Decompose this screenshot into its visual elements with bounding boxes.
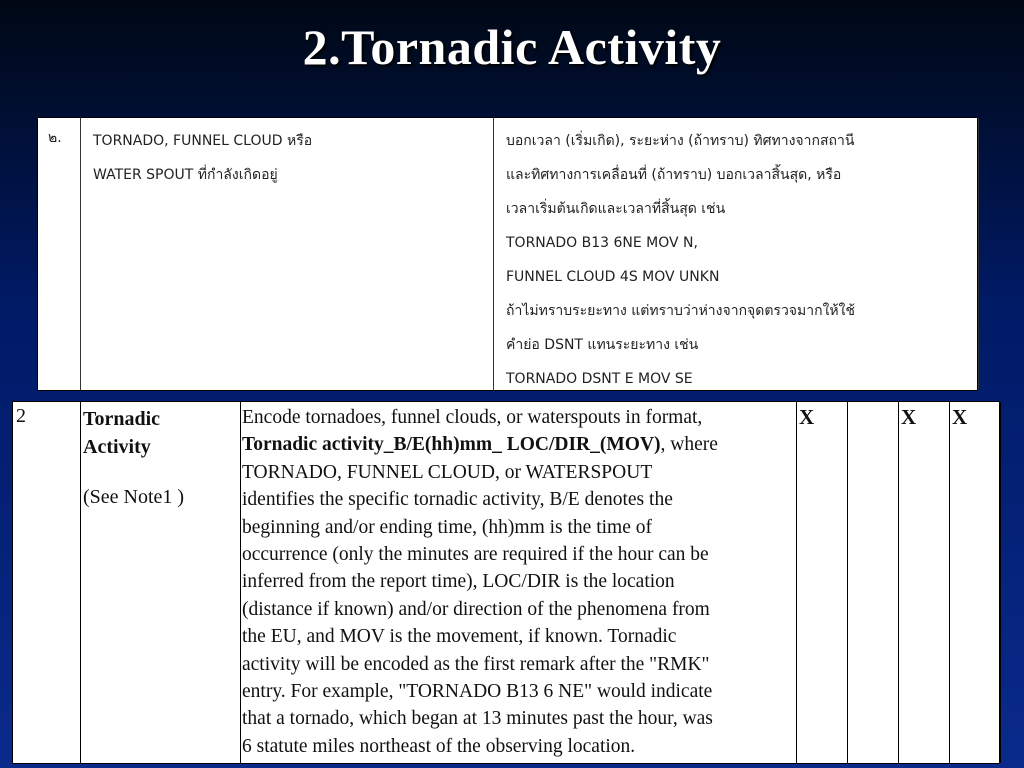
thai-description-cell bbox=[494, 118, 979, 390]
x-mark: X bbox=[901, 405, 917, 429]
mark-cell-1 bbox=[797, 402, 848, 763]
thai-desc-line: และทิศทางการเคลื่อนที่ (ถ้าทราบ) บอกเวลาสิ้นสุด, หรือ bbox=[506, 167, 842, 183]
desc-line: occurrence (only the minutes are required if the hour can be bbox=[242, 544, 709, 566]
desc-line: (distance if known) and/or direction of the phenomena from bbox=[242, 598, 710, 620]
desc-line: the EU, and MOV is the movement, if known. Tornadic bbox=[242, 626, 677, 648]
thai-desc-line: บอกเวลา (เริ่มเกิด), ระยะห่าง (ถ้าทราบ) ทิศทางจากสถานี bbox=[506, 133, 855, 149]
english-item-number: 2 bbox=[13, 402, 81, 763]
english-description-cell bbox=[241, 402, 797, 763]
english-element-cell bbox=[81, 402, 241, 763]
format-suffix: , where bbox=[660, 434, 718, 456]
slide-title: 2.Tornadic Activity bbox=[302, 19, 722, 75]
desc-line: entry. For example, "TORNADO B13 6 NE" would indicate bbox=[242, 681, 713, 703]
desc-line: TORNADO, FUNNEL CLOUD, or WATERSPOUT bbox=[242, 461, 653, 483]
thai-element-line: TORNADO, FUNNEL CLOUD หรือ bbox=[93, 133, 313, 149]
thai-desc-line: TORNADO B13 6NE MOV N, bbox=[506, 235, 698, 251]
thai-desc-line: FUNNEL CLOUD 4S MOV UNKN bbox=[506, 269, 720, 285]
desc-line: 6 statute miles northeast of the observing location. bbox=[242, 735, 636, 757]
mark-cell-4 bbox=[950, 402, 1001, 763]
thai-desc-line: ถ้าไม่ทราบระยะทาง แต่ทราบว่าห่างจากจุดตรวจมากให้ใช้ bbox=[506, 303, 855, 319]
desc-line-format bbox=[242, 431, 796, 458]
thai-desc-line: เวลาเริ่มต้นเกิดและเวลาที่สิ้นสุด เช่น bbox=[506, 201, 726, 217]
thai-remark-table bbox=[37, 117, 978, 391]
thai-desc-line: TORNADO DSNT E MOV SE bbox=[506, 371, 693, 387]
desc-line: inferred from the report time), LOC/DIR is the location bbox=[242, 571, 675, 593]
x-mark: X bbox=[952, 405, 968, 429]
thai-desc-line: คำย่อ DSNT แทนระยะทาง เช่น bbox=[506, 337, 699, 353]
x-mark: X bbox=[799, 405, 815, 429]
thai-element-cell bbox=[81, 118, 494, 390]
thai-item-number: ๒. bbox=[38, 118, 81, 390]
thai-element-line: WATER SPOUT ที่กำลังเกิดอยู่ bbox=[93, 167, 278, 183]
mark-cell-3 bbox=[899, 402, 950, 763]
mark-cell-2 bbox=[848, 402, 899, 763]
desc-line: identifies the specific tornadic activity, B/E denotes the bbox=[242, 489, 673, 511]
desc-line: that a tornado, which began at 13 minutes past the hour, was bbox=[242, 708, 713, 730]
element-name bbox=[83, 405, 240, 461]
desc-line: beginning and/or ending time, (hh)mm is the time of bbox=[242, 516, 652, 538]
element-name-line: Tornadic bbox=[83, 408, 161, 430]
desc-line: Encode tornadoes, funnel clouds, or waterspouts in format, bbox=[242, 407, 703, 428]
element-note: (See Note1 ) bbox=[83, 486, 185, 508]
desc-line: activity will be encoded as the first remark after the "RMK" bbox=[242, 653, 710, 675]
english-remark-table bbox=[12, 401, 1000, 764]
x-mark bbox=[848, 402, 898, 405]
format-string: Tornadic activity_B/E(hh)mm_ LOC/DIR_(MOV) bbox=[242, 434, 661, 456]
element-name-line: Activity bbox=[83, 436, 151, 458]
